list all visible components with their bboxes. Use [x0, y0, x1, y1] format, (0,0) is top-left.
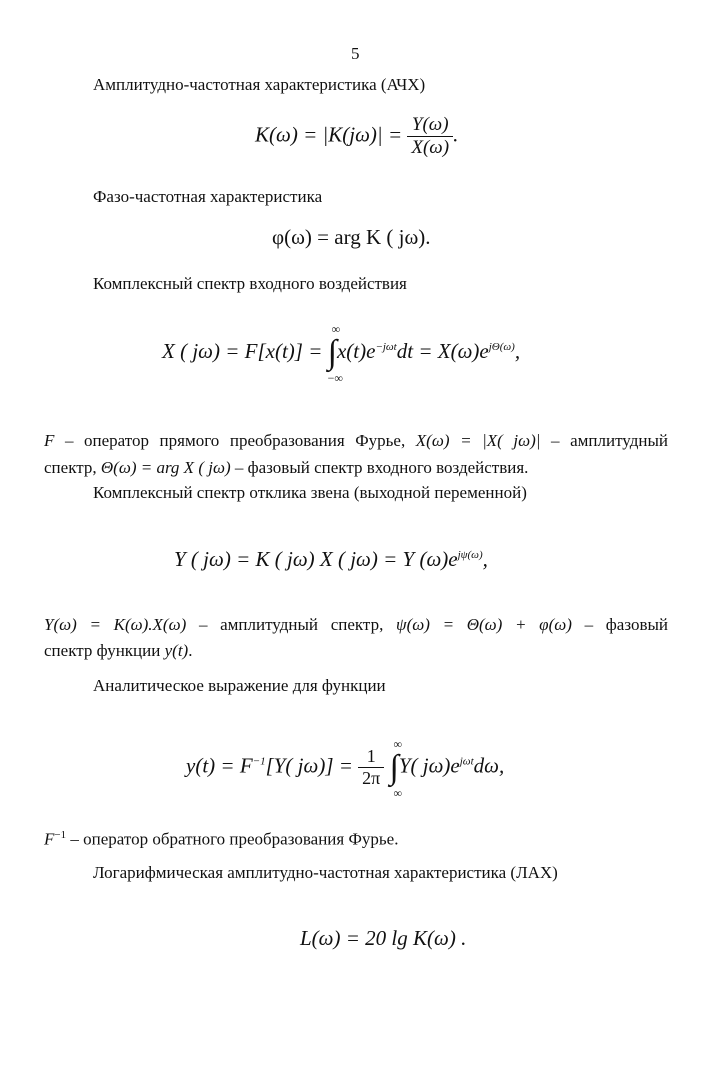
- eq-y-end: ,: [482, 547, 488, 571]
- eq-inv-exp: jωt: [459, 755, 474, 768]
- eq-k-numerator: Y(ω): [407, 114, 453, 137]
- eq-inv-bracket: [Y( jω)] =: [265, 753, 359, 778]
- equation-y: [174, 547, 488, 572]
- para-f-formula: X(ω) = |X( jω)|: [415, 431, 541, 450]
- para-f-text2: – амплитудный: [540, 431, 668, 450]
- heading-achh: Амплитудно-частотная характеристика (АЧХ): [93, 75, 426, 94]
- equation-l: L(ω) = 20 lg K(ω) .: [300, 926, 467, 950]
- eq-x-upper-limit: ∞: [331, 322, 341, 336]
- para-y-text2: амплитудный: [220, 615, 319, 634]
- para-y-line2: [44, 641, 192, 661]
- integral-icon: ∫: [327, 334, 337, 371]
- para-y-formula1: Y(ω) = K(ω).X(ω): [44, 615, 187, 634]
- para-y2-text2: .: [188, 641, 193, 660]
- para-f2-formula: Θ(ω) = arg X ( jω): [100, 458, 231, 477]
- page-number: 5: [351, 44, 360, 63]
- para-y-text5: фазовый: [605, 615, 669, 634]
- heading-response: Комплексный спектр отклика звена (выходной переменной): [93, 483, 527, 502]
- eq-k-denominator: X(ω): [411, 137, 450, 158]
- eq-y-exp: jψ(ω): [457, 549, 483, 561]
- para-f2-text2: – фазовый спектр входного воздействия.: [230, 458, 529, 477]
- eq-x-body: x(t)e: [336, 338, 376, 363]
- para-inv-symbol: F: [44, 829, 55, 849]
- equation-phi: φ(ω) = arg K ( jω).: [272, 225, 431, 249]
- eq-inv-denominator: 2π: [362, 768, 381, 788]
- integral-icon: ∫: [389, 748, 399, 786]
- para-f-text1: – оператор прямого преобразования Фурье,: [54, 431, 406, 450]
- heading-spectrum: Комплексный спектр входного воздействия: [93, 274, 407, 293]
- eq-x-integral: [327, 322, 343, 385]
- equation-inverse: [186, 736, 505, 800]
- eq-k-fraction: [407, 114, 453, 159]
- para-y-formula2: ψ(ω) = Θ(ω) + φ(ω): [396, 615, 572, 634]
- eq-inv-end: dω,: [473, 753, 505, 778]
- eq-y-body: Y ( jω) = K ( jω) X ( jω) = Y (ω)e: [174, 547, 458, 571]
- heading-fchh: Фазо-частотная характеристика: [93, 187, 323, 206]
- para-inverse: [44, 829, 398, 850]
- eq-inv-fraction: [358, 746, 384, 789]
- para-inv-exp: −1: [54, 829, 67, 841]
- para-f2-text1: спектр,: [44, 458, 101, 477]
- para-y2-text1: спектр функции: [44, 641, 165, 660]
- eq-inv-integral: [389, 736, 403, 800]
- equation-k: [255, 114, 458, 159]
- eq-inv-body: Y( jω)e: [398, 753, 460, 778]
- eq-x-lhs: X ( jω) = F[x(t)] =: [162, 338, 328, 363]
- heading-analytic: Аналитическое выражение для функции: [93, 676, 386, 695]
- eq-x-exp2: jΘ(ω): [488, 340, 515, 353]
- eq-x-end: ,: [514, 338, 521, 363]
- eq-inv-numerator: 1: [358, 746, 384, 768]
- para-y-dash2: –: [584, 615, 594, 634]
- eq-inv-lhs: y(t) = F: [186, 753, 253, 778]
- eq-k-equals: =: [382, 122, 408, 147]
- para-y-dash1: –: [198, 615, 208, 634]
- eq-k-end: .: [453, 122, 459, 147]
- heading-lax: Логарифмическая амплитудно-частотная характеристика (ЛАХ): [93, 863, 558, 882]
- para-f-symbol: F: [44, 431, 55, 450]
- equation-x: [162, 322, 521, 385]
- eq-k-lhs: K(ω) =: [255, 122, 323, 147]
- para-inv-text: – оператор обратного преобразования Фурье.: [66, 829, 399, 849]
- eq-inv-lower-limit: ∞: [393, 785, 403, 800]
- eq-inv-upper-limit: ∞: [393, 736, 403, 751]
- eq-x-lower-limit: −∞: [327, 371, 343, 385]
- eq-x-exp1: −jωt: [375, 340, 397, 353]
- para-y-line1: [44, 615, 668, 635]
- para-f-line1: [44, 431, 668, 451]
- para-y-text3: спектр,: [330, 615, 384, 634]
- eq-inv-exp-minus1: −1: [252, 755, 266, 768]
- para-y2-formula: y(t): [164, 641, 189, 660]
- para-f-line2: [44, 458, 528, 478]
- eq-k-abs: |K(jω)|: [322, 122, 383, 147]
- eq-x-mid: dt = X(ω)e: [396, 338, 489, 363]
